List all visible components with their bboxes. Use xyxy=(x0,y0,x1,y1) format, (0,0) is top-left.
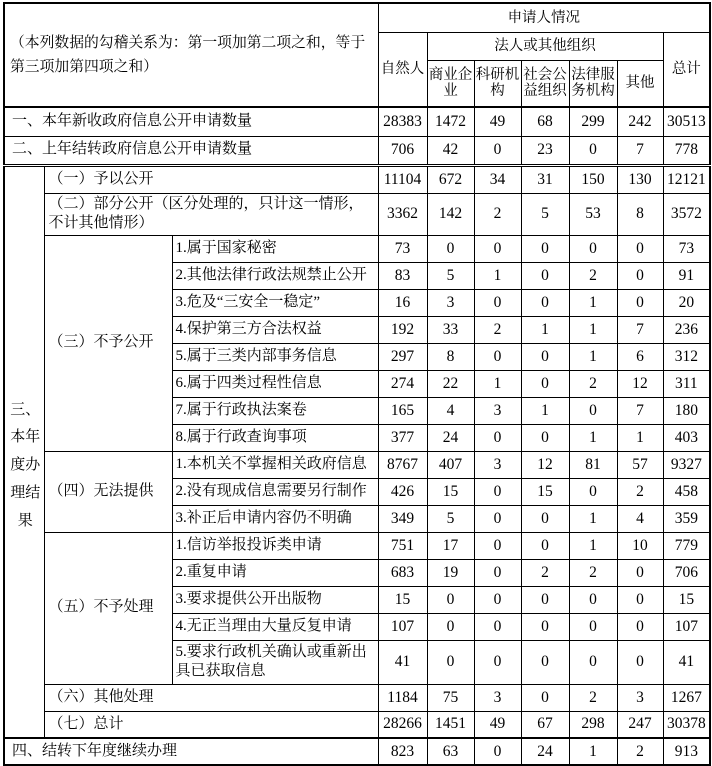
header-legal-service-org: 法律服务机构 xyxy=(569,60,617,107)
value-cell: 15 xyxy=(427,478,474,505)
header-natural-person: 自然人 xyxy=(378,32,427,107)
value-cell: 1267 xyxy=(663,684,710,711)
value-cell: 1 xyxy=(617,424,663,451)
value-cell: 0 xyxy=(474,478,521,505)
value-cell: 63 xyxy=(427,738,474,765)
value-cell: 0 xyxy=(474,738,521,765)
value-cell: 1 xyxy=(569,289,617,316)
value-cell: 458 xyxy=(663,478,710,505)
row-label: 四、结转下年度继续办理 xyxy=(4,738,378,765)
value-cell: 9327 xyxy=(663,451,710,478)
item-label: 3.危及“三安全一稳定” xyxy=(172,289,378,316)
header-research-institution: 科研机构 xyxy=(474,60,521,107)
value-cell: 0 xyxy=(617,613,663,640)
value-cell: 0 xyxy=(521,235,569,262)
table-row xyxy=(4,711,710,738)
value-cell: 0 xyxy=(569,397,617,424)
header-grand-total: 总计 xyxy=(663,32,710,107)
value-cell: 6 xyxy=(617,343,663,370)
value-cell: 0 xyxy=(617,235,663,262)
group-label: （四）无法提供 xyxy=(44,451,172,532)
value-cell: 2 xyxy=(617,738,663,765)
value-cell: 0 xyxy=(427,235,474,262)
value-cell: 22 xyxy=(427,370,474,397)
header-other-org: 其他 xyxy=(617,60,663,107)
value-cell: 49 xyxy=(474,711,521,738)
value-cell: 41 xyxy=(378,640,427,684)
value-cell: 0 xyxy=(474,136,521,165)
value-cell: 33 xyxy=(427,316,474,343)
value-cell: 0 xyxy=(474,559,521,586)
value-cell: 1451 xyxy=(427,711,474,738)
value-cell: 73 xyxy=(378,235,427,262)
value-cell: 672 xyxy=(427,165,474,193)
header-commercial-enterprise: 商业企业 xyxy=(427,60,474,107)
section-three-vertical-label: 三、本年度办理结果 xyxy=(4,165,44,738)
value-cell: 5 xyxy=(521,193,569,235)
value-cell: 2 xyxy=(569,370,617,397)
group-label: （七）总计 xyxy=(44,711,378,738)
value-cell: 150 xyxy=(569,165,617,193)
value-cell: 12121 xyxy=(663,165,710,193)
value-cell: 57 xyxy=(617,451,663,478)
value-cell: 0 xyxy=(617,559,663,586)
value-cell: 0 xyxy=(569,235,617,262)
value-cell: 823 xyxy=(378,738,427,765)
row-label: 二、上年结转政府信息公开申请数量 xyxy=(4,136,378,165)
value-cell: 247 xyxy=(617,711,663,738)
table-row xyxy=(4,165,710,193)
value-cell: 2 xyxy=(569,684,617,711)
value-cell: 8767 xyxy=(378,451,427,478)
value-cell: 5 xyxy=(427,262,474,289)
value-cell: 706 xyxy=(378,136,427,165)
value-cell: 2 xyxy=(474,193,521,235)
value-cell: 3572 xyxy=(663,193,710,235)
value-cell: 298 xyxy=(569,711,617,738)
value-cell: 73 xyxy=(663,235,710,262)
value-cell: 3 xyxy=(474,451,521,478)
value-cell: 5 xyxy=(427,505,474,532)
value-cell: 311 xyxy=(663,370,710,397)
value-cell: 683 xyxy=(378,559,427,586)
value-cell: 19 xyxy=(427,559,474,586)
value-cell: 1472 xyxy=(427,107,474,136)
item-label: 1.信访举报投诉类申请 xyxy=(172,532,378,559)
value-cell: 426 xyxy=(378,478,427,505)
value-cell: 0 xyxy=(521,370,569,397)
value-cell: 242 xyxy=(617,107,663,136)
value-cell: 1 xyxy=(521,397,569,424)
value-cell: 49 xyxy=(474,107,521,136)
item-label: 8.属于行政查询事项 xyxy=(172,424,378,451)
group-label: （六）其他处理 xyxy=(44,684,378,711)
value-cell: 274 xyxy=(378,370,427,397)
value-cell: 4 xyxy=(427,397,474,424)
value-cell: 41 xyxy=(663,640,710,684)
value-cell: 0 xyxy=(474,343,521,370)
value-cell: 20 xyxy=(663,289,710,316)
value-cell: 779 xyxy=(663,532,710,559)
table-row xyxy=(4,235,710,262)
table-row xyxy=(4,193,710,235)
item-label: 2.其他法律行政法规禁止公开 xyxy=(172,262,378,289)
value-cell: 4 xyxy=(617,505,663,532)
item-label: 2.重复申请 xyxy=(172,559,378,586)
value-cell: 7 xyxy=(617,136,663,165)
value-cell: 0 xyxy=(569,586,617,613)
value-cell: 83 xyxy=(378,262,427,289)
value-cell: 0 xyxy=(521,613,569,640)
value-cell: 75 xyxy=(427,684,474,711)
value-cell: 1184 xyxy=(378,684,427,711)
value-cell: 0 xyxy=(474,586,521,613)
value-cell: 7 xyxy=(617,397,663,424)
table-row xyxy=(4,451,710,478)
value-cell: 407 xyxy=(427,451,474,478)
value-cell: 0 xyxy=(521,684,569,711)
value-cell: 0 xyxy=(521,343,569,370)
value-cell: 8 xyxy=(427,343,474,370)
item-label: 7.属于行政执法案卷 xyxy=(172,397,378,424)
item-label: 3.要求提供公开出版物 xyxy=(172,586,378,613)
value-cell: 1 xyxy=(569,532,617,559)
value-cell: 15 xyxy=(521,478,569,505)
value-cell: 1 xyxy=(569,738,617,765)
value-cell: 24 xyxy=(521,738,569,765)
value-cell: 2 xyxy=(569,262,617,289)
value-cell: 107 xyxy=(378,613,427,640)
value-cell: 377 xyxy=(378,424,427,451)
value-cell: 91 xyxy=(663,262,710,289)
value-cell: 30513 xyxy=(663,107,710,136)
value-cell: 11104 xyxy=(378,165,427,193)
value-cell: 0 xyxy=(427,613,474,640)
value-cell: 28266 xyxy=(378,711,427,738)
value-cell: 0 xyxy=(474,235,521,262)
value-cell: 0 xyxy=(521,289,569,316)
value-cell: 30378 xyxy=(663,711,710,738)
value-cell: 913 xyxy=(663,738,710,765)
header-legal-or-other-org: 法人或其他组织 xyxy=(427,32,663,60)
value-cell: 1 xyxy=(569,316,617,343)
value-cell: 0 xyxy=(474,613,521,640)
value-cell: 2 xyxy=(474,316,521,343)
value-cell: 1 xyxy=(521,316,569,343)
value-cell: 1 xyxy=(569,505,617,532)
value-cell: 42 xyxy=(427,136,474,165)
value-cell: 28383 xyxy=(378,107,427,136)
value-cell: 2 xyxy=(569,559,617,586)
value-cell: 0 xyxy=(569,640,617,684)
value-cell: 359 xyxy=(663,505,710,532)
value-cell: 2 xyxy=(617,478,663,505)
value-cell: 0 xyxy=(474,640,521,684)
value-cell: 107 xyxy=(663,613,710,640)
value-cell: 12 xyxy=(617,370,663,397)
value-cell: 7 xyxy=(617,316,663,343)
group-label: （一）予以公开 xyxy=(44,165,378,193)
value-cell: 10 xyxy=(617,532,663,559)
table-row xyxy=(4,532,710,559)
value-cell: 403 xyxy=(663,424,710,451)
value-cell: 3 xyxy=(474,397,521,424)
item-label: 5.要求行政机关确认或重新出具已获取信息 xyxy=(172,640,378,684)
value-cell: 81 xyxy=(569,451,617,478)
value-cell: 8 xyxy=(617,193,663,235)
item-label: 6.属于四类过程性信息 xyxy=(172,370,378,397)
item-label: 5.属于三类内部事务信息 xyxy=(172,343,378,370)
table-row xyxy=(4,136,710,165)
value-cell: 1 xyxy=(474,370,521,397)
value-cell: 0 xyxy=(474,289,521,316)
value-cell: 0 xyxy=(617,262,663,289)
value-cell: 192 xyxy=(378,316,427,343)
value-cell: 130 xyxy=(617,165,663,193)
check-relationship-note: （本列数据的勾稽关系为：第一项加第二项之和，等于第三项加第四项之和） xyxy=(4,3,378,107)
value-cell: 2 xyxy=(521,559,569,586)
value-cell: 1 xyxy=(474,262,521,289)
value-cell: 15 xyxy=(663,586,710,613)
value-cell: 349 xyxy=(378,505,427,532)
value-cell: 0 xyxy=(617,586,663,613)
item-label: 3.补正后申请内容仍不明确 xyxy=(172,505,378,532)
value-cell: 17 xyxy=(427,532,474,559)
value-cell: 0 xyxy=(427,640,474,684)
value-cell: 67 xyxy=(521,711,569,738)
value-cell: 12 xyxy=(521,451,569,478)
item-label: 1.本机关不掌握相关政府信息 xyxy=(172,451,378,478)
group-label: （二）部分公开（区分处理的，只计这一情形，不计其他情形） xyxy=(44,193,378,235)
value-cell: 3362 xyxy=(378,193,427,235)
disclosure-statistics-table xyxy=(3,2,711,766)
value-cell: 0 xyxy=(521,586,569,613)
value-cell: 23 xyxy=(521,136,569,165)
item-label: 4.无正当理由大量反复申请 xyxy=(172,613,378,640)
value-cell: 142 xyxy=(427,193,474,235)
value-cell: 0 xyxy=(521,532,569,559)
value-cell: 0 xyxy=(474,532,521,559)
value-cell: 0 xyxy=(474,505,521,532)
table-row xyxy=(4,107,710,136)
value-cell: 0 xyxy=(617,640,663,684)
value-cell: 1 xyxy=(569,343,617,370)
value-cell: 299 xyxy=(569,107,617,136)
value-cell: 0 xyxy=(474,424,521,451)
value-cell: 0 xyxy=(617,289,663,316)
value-cell: 0 xyxy=(521,640,569,684)
value-cell: 0 xyxy=(569,136,617,165)
value-cell: 0 xyxy=(521,505,569,532)
value-cell: 3 xyxy=(474,684,521,711)
header-applicant-situation: 申请人情况 xyxy=(378,3,710,32)
item-label: 1.属于国家秘密 xyxy=(172,235,378,262)
value-cell: 0 xyxy=(427,586,474,613)
value-cell: 0 xyxy=(569,478,617,505)
value-cell: 0 xyxy=(569,613,617,640)
value-cell: 16 xyxy=(378,289,427,316)
value-cell: 68 xyxy=(521,107,569,136)
table-row xyxy=(4,684,710,711)
row-label: 一、本年新收政府信息公开申请数量 xyxy=(4,107,378,136)
value-cell: 1 xyxy=(569,424,617,451)
value-cell: 3 xyxy=(427,289,474,316)
value-cell: 778 xyxy=(663,136,710,165)
value-cell: 3 xyxy=(617,684,663,711)
value-cell: 34 xyxy=(474,165,521,193)
value-cell: 0 xyxy=(521,262,569,289)
item-label: 2.没有现成信息需要另行制作 xyxy=(172,478,378,505)
value-cell: 312 xyxy=(663,343,710,370)
value-cell: 31 xyxy=(521,165,569,193)
value-cell: 165 xyxy=(378,397,427,424)
header-public-welfare-org: 社会公益组织 xyxy=(521,60,569,107)
item-label: 4.保护第三方合法权益 xyxy=(172,316,378,343)
value-cell: 53 xyxy=(569,193,617,235)
value-cell: 751 xyxy=(378,532,427,559)
value-cell: 297 xyxy=(378,343,427,370)
value-cell: 180 xyxy=(663,397,710,424)
value-cell: 24 xyxy=(427,424,474,451)
value-cell: 15 xyxy=(378,586,427,613)
value-cell: 236 xyxy=(663,316,710,343)
value-cell: 0 xyxy=(521,424,569,451)
value-cell: 706 xyxy=(663,559,710,586)
table-row xyxy=(4,738,710,765)
group-label: （三）不予公开 xyxy=(44,235,172,451)
group-label: （五）不予处理 xyxy=(44,532,172,684)
